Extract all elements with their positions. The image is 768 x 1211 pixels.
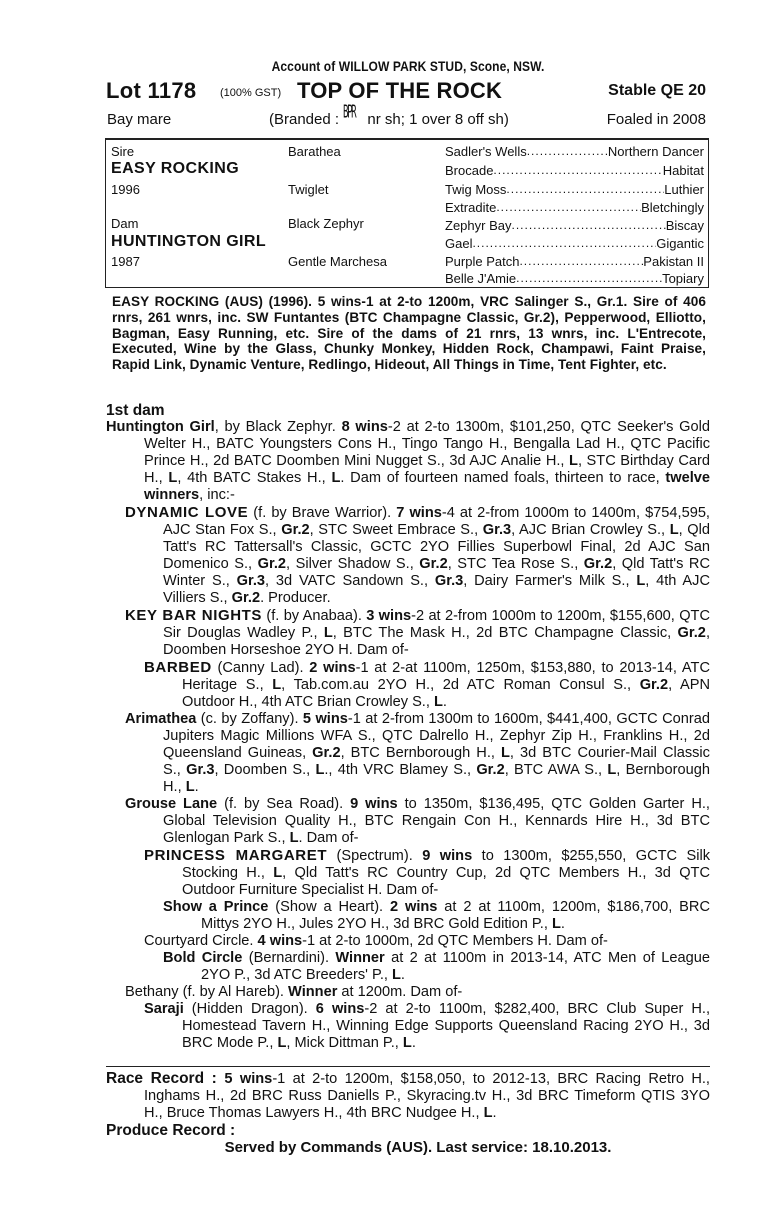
pedigree-table [105,138,709,288]
horse-details [106,102,710,131]
gen3-row: Belle J'Amie ..... Topiary [445,271,704,286]
sire-summary: EASY ROCKING (AUS) (1996). 5 wins-1 at 2-to 1200m, VRC Salinger S., Gr.1. Sire of 406 rnrs, 261 wnrs, inc. SW Funtantes (BTC Champagne Classic, Gr.2), Pepperwood, Elliotto, Bagman, Easy Running, etc. Sire of the dams of 21 rnrs, 13 wnrs, inc. L'Entrecote, Executed, Wine by the Glass, Chunky Monkey, Hidden Rock, Champawi, Faint Praise, Rapid Link, Dynamic Venture, Redlingo, Hideout, All Things in Time, Tent Fighter, etc. [112,294,706,373]
dam-year: 1987 [111,254,140,269]
gen3-row: Extradite ..... Bletchingly [445,200,704,215]
foaled-year: Foaled in 2008 [606,111,706,128]
first-dam-section [106,402,710,1052]
produce-entry: Courtyard Circle. 4 wins-1 at 2-to 1000m, 2d QTC Members H. Dam of- [144,933,608,949]
produce-entry: Saraji (Hidden Dragon). 6 wins-2 at 2-to 1100m, $282,400, BRC Club Super H., Homestead Tavern H., Winning Edge Supports Queensland Racing 2YO H., 3d BRC Mode P., L, Mick Dittman P., L. [144,1001,710,1051]
race-record-label: Race Record : [106,1070,225,1087]
dam-sire: Black Zephyr [288,216,364,231]
produce-entry: PRINCESS MARGARET (Spectrum). 9 wins to 1300m, $255,550, GCTC Silk Stocking H., L, Qld Tatt's RC Country Cup, 2d QTC Members H., 3d QTC Outdoor Furniture Specialist H. Dam of- [144,847,711,898]
dam-name: HUNTINGTON GIRL [111,233,267,250]
stable-location: Stable QE 20 [608,82,706,99]
race-record-wins: 5 wins [224,1071,273,1087]
gen3-row: Gael ..... Gigantic [445,236,704,251]
gen3-row: Zephyr Bay ..... Biscay [445,218,704,233]
sire-sire: Barathea [288,144,341,159]
dam-label: Dam [111,216,139,231]
brand-description [269,102,509,128]
sire-name: EASY ROCKING [111,160,240,177]
produce-entry: BARBED (Canny Lad). 2 wins-1 at 2-at 1100m, 1250m, $153,880, to 2013-14, ATC Heritage S., L, Tab.com.au 2YO H., 2d ATC Roman Consul S., Gr.2, APN Outdoor H., 4th ATC Brian Crowley S., L. [144,659,710,710]
sire-year: 1996 [111,182,140,197]
sire-dam: Twiglet [288,182,329,197]
race-record-text: -1 at 2-to 1200m, $158,050, to 2012-13, BRC Racing Retro H., Inghams H., 2d BRC Russ Daniells P., Skyracing.tv H., 3d BRC Timeform QTIS 3YO H., Bruce Thomas Lawyers H., 4th BRC Nudgee H., [144,1071,710,1121]
section-divider [106,1066,710,1067]
colour-sex: Bay mare [107,111,172,128]
produce-entry: KEY BAR NIGHTS (f. by Anabaa). 3 wins-2 at 2-from 1000m to 1200m, $155,600, QTC Sir Douglas Wadley P., L, BTC The Mask H., 2d BTC Champagne Classic, Gr.2, Doomben Horseshoe 2YO H. Dam of- [125,607,711,658]
produce-entry: DYNAMIC LOVE (f. by Brave Warrior). 7 wins-4 at 2-from 1000m to 1400m, $754,595, AJC Stan Fox S., Gr.2, STC Sweet Embrace S., Gr.3, AJC Brian Crowley S., L, Qld Tatt's RC Tattersall's Classic, GCTC 2YO Fillies Superbowl Final, 2d AJC San Domenico S., Gr.2, Silver Shadow S., Gr.2, STC Tea Rose S., Gr.2, Qld Tatt's RC Winter S., Gr.3, 3d VATC Sandown S., Gr.3, Dairy Farmer's Milk S., L, 4th AJC Villiers S., Gr.2. Producer. [125,504,711,606]
produce-entry: Arimathea (c. by Zoffany). 5 wins-1 at 2-from 1300m to 1600m, $441,400, GCTC Conrad Jupiters Magic Millions WFA S., QTC Dalrello H., Zephyr Zip H., Franklins H., 2d Queensland Guineas, Gr.2, BTC Bernborough H., L, 3d BTC Courier-Mail Classic S., Gr.3, Doomben S., L., 4th VRC Blamey S., Gr.2, BTC AWA S., L, Bernborough H., L. [125,711,710,795]
lot-number: Lot 1178 [106,78,197,103]
gen3-row: Sadler's Wells ..... Northern Dancer [445,144,704,159]
dam-dam: Gentle Marchesa [288,254,387,269]
gen3-row: Brocade ..... Habitat [445,163,704,178]
sire-label: Sire [111,144,135,159]
produce-entries [106,419,710,1052]
first-dam-heading: 1st dam [106,402,165,419]
brand-mark-icon: BPR [343,102,356,123]
produce-entry: Bold Circle (Bernardini). Winner at 2 at 1100m in 2013-14, ATC Men of League 2YO P., 3d ATC Breeders' P., L. [163,950,710,983]
lot-header [106,78,710,106]
produce-entry: Bethany (f. by Al Hareb). Winner at 1200m. Dam of- [125,984,463,1000]
horse-name: TOP OF THE ROCK [297,78,503,103]
branded-prefix: (Branded : [269,111,344,128]
race-record: Race Record : 5 wins-1 at 2-to 1200m, $158,050, to 2012-13, BRC Racing Retro H., Inghams H., 2d BRC Russ Daniells P., Skyracing.tv H., 3d BRC Timeform QTIS 3YO H., Bruce Thomas Lawyers H., 4th BRC Nudgee H., L. [106,1070,710,1121]
produce-entry: Huntington Girl, by Black Zephyr. 8 wins-2 at 2-to 1300m, $101,250, QTC Seeker's Gold Welter H., BATC Youngsters Cons H., Tingo Tango H., Bengalla Lad H., QTC Pacific Prince H., 2d BATC Doomben Mini Nugget S., 3d AJC Analie H., L, STC Birthday Card H., L, 4th BATC Stakes H., L. Dam of fourteen named foals, thirteen to race, twelve winners, inc:- [106,419,711,503]
records-section [106,1070,710,1156]
branded-suffix: nr sh; 1 over 8 off sh) [363,111,509,128]
gst-note: (100% GST) [220,87,282,99]
vendor-account: Account of WILLOW PARK STUD, Scone, NSW. [271,58,545,74]
produce-entry: Grouse Lane (f. by Sea Road). 9 wins to 1350m, $136,495, QTC Golden Garter H., Global Television Quality H., BTC Rengain Con H., Kennards Hire H., 3d BTC Glenlogan Park S., L. Dam of- [125,796,710,846]
service-note: Served by Commands (AUS). Last service: 18.10.2013. [224,1139,612,1156]
gen3-row: Twig Moss ..... Luthier [445,182,704,197]
produce-record-label: Produce Record : [106,1122,236,1139]
gen3-row: Purple Patch ..... Pakistan II [445,254,704,269]
produce-entry: Show a Prince (Show a Heart). 2 wins at 2 at 1100m, 1200m, $186,700, BRC Mittys 2YO H., Jules 2YO H., 3d BRC Gold Edition P., L. [163,899,710,932]
